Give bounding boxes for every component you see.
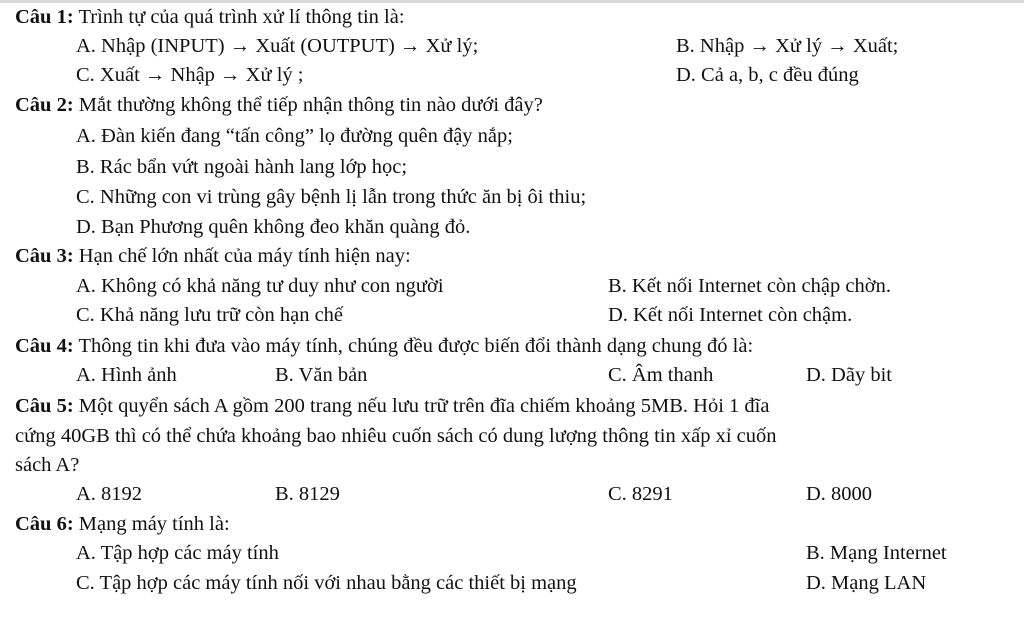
- q4-option-d: D. Dãy bit: [806, 364, 892, 386]
- q6-option-a: A. Tập hợp các máy tính: [76, 542, 279, 564]
- question-6-label: Câu 6:: [15, 513, 74, 535]
- question-2-label: Câu 2:: [15, 94, 74, 116]
- q3-option-c: C. Khả năng lưu trữ còn hạn chế: [76, 304, 344, 326]
- q5-option-a: A. 8192: [76, 483, 143, 505]
- question-4-label: Câu 4:: [15, 335, 74, 357]
- question-1-label: Câu 1:: [15, 6, 74, 28]
- question-2-text: Mắt thường không thể tiếp nhận thông tin nào dưới đây?: [78, 94, 543, 116]
- q2-option-a: A. Đàn kiến đang “tấn công” lọ đường quên đậy nắp;: [76, 125, 513, 147]
- q6-option-b: B. Mạng Internet: [806, 542, 947, 564]
- q2-option-d: D. Bạn Phương quên không đeo khăn quàng đỏ.: [76, 216, 471, 238]
- question-6: [15, 511, 230, 537]
- question-5-text-line2: cứng 40GB thì có thể chứa khoảng bao nhiêu cuốn sách có dung lượng thông tin xấp xỉ cuốn: [15, 425, 777, 447]
- q6-option-d: D. Mạng LAN: [806, 572, 927, 594]
- question-5: [15, 393, 769, 419]
- question-5-label: Câu 5:: [15, 395, 74, 417]
- question-1: [15, 4, 405, 30]
- question-3-label: Câu 3:: [15, 245, 74, 267]
- q1-option-c: C. Xuất → Nhập → Xử lý ;: [76, 64, 304, 86]
- question-1-text: Trình tự của quá trình xử lí thông tin là:: [78, 6, 405, 28]
- q2-option-c: C. Những con vi trùng gây bệnh lị lẫn trong thức ăn bị ôi thiu;: [76, 186, 587, 208]
- q4-option-b: B. Văn bản: [275, 364, 368, 386]
- q5-option-b: B. 8129: [275, 483, 340, 505]
- question-2: [15, 92, 543, 118]
- q5-option-c: C. 8291: [608, 483, 673, 505]
- question-4: [15, 333, 753, 359]
- q5-option-d: D. 8000: [806, 483, 873, 505]
- question-3: [15, 243, 411, 269]
- question-4-text: Thông tin khi đưa vào máy tính, chúng đều được biến đổi thành dạng chung đó là:: [78, 335, 754, 357]
- question-5-text-line3: sách A?: [15, 454, 80, 476]
- q3-option-a: A. Không có khả năng tư duy như con người: [76, 275, 444, 297]
- top-border: [0, 0, 1024, 3]
- q3-option-d: D. Kết nối Internet còn chậm.: [608, 304, 853, 326]
- question-6-text: Mạng máy tính là:: [78, 513, 230, 535]
- q4-option-a: A. Hình ảnh: [76, 364, 177, 386]
- question-5-text-line1: Một quyển sách A gồm 200 trang nếu lưu trữ trên đĩa chiếm khoảng 5MB. Hỏi 1 đĩa: [78, 395, 770, 417]
- q1-option-d: D. Cả a, b, c đều đúng: [676, 64, 859, 86]
- q3-option-b: B. Kết nối Internet còn chập chờn.: [608, 275, 891, 297]
- q1-option-b: B. Nhập → Xử lý → Xuất;: [676, 35, 899, 57]
- q1-option-a: A. Nhập (INPUT) → Xuất (OUTPUT) → Xử lý;: [76, 35, 479, 57]
- question-3-text: Hạn chế lớn nhất của máy tính hiện nay:: [78, 245, 411, 267]
- q2-option-b: B. Rác bẩn vứt ngoài hành lang lớp học;: [76, 156, 408, 178]
- q4-option-c: C. Âm thanh: [608, 364, 714, 386]
- q6-option-c: C. Tập hợp các máy tính nối với nhau bằng các thiết bị mạng: [76, 572, 577, 594]
